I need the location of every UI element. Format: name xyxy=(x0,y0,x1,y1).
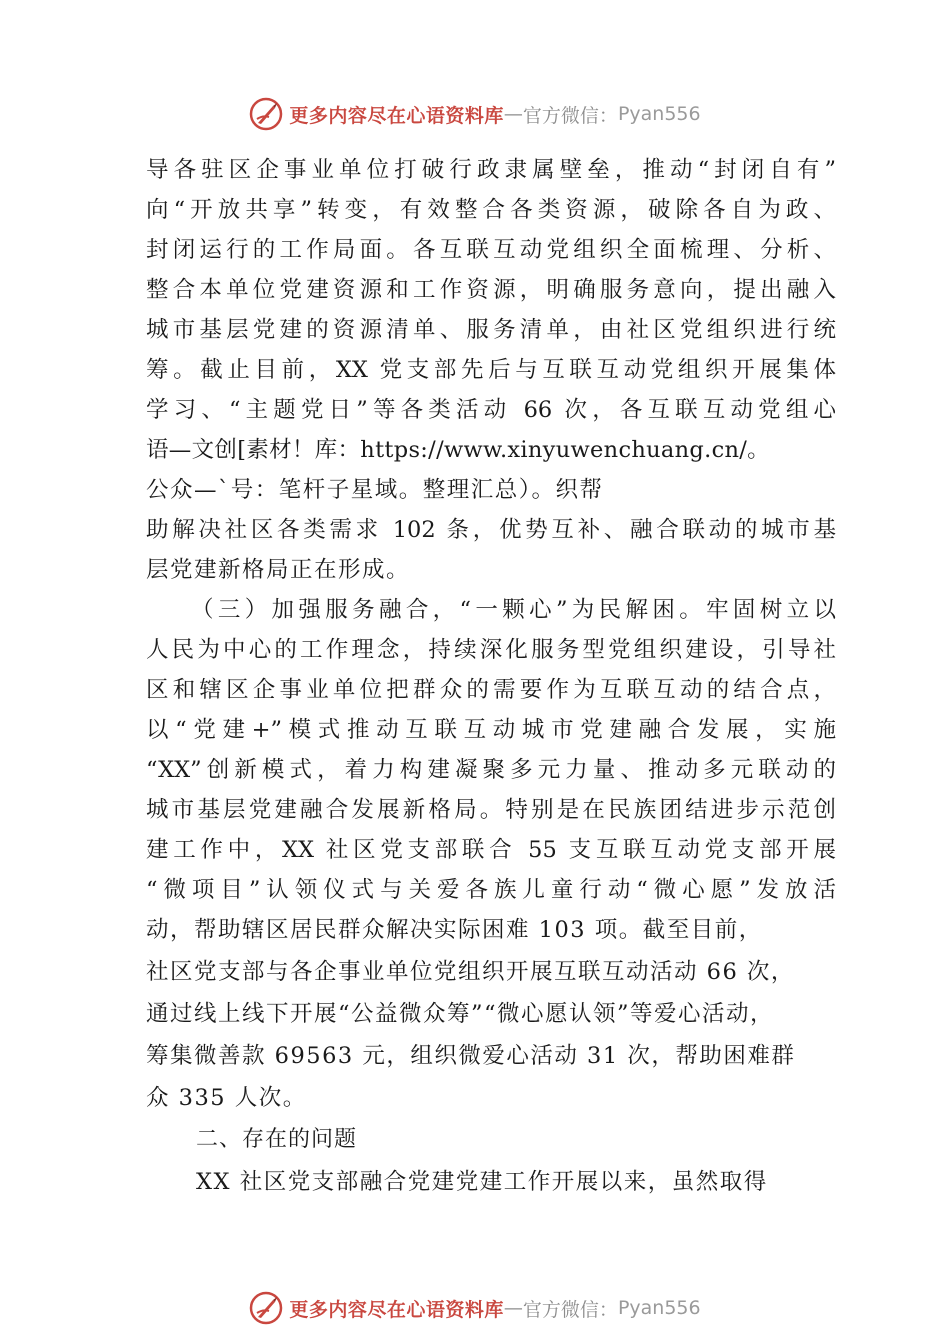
text-line: 学习、“主题党日”等各类活动 66 次，各互联互动党组心 xyxy=(146,397,836,423)
text-line: 语—文创[素材！库：https://www.xinyuwenchuang.cn/。 xyxy=(146,437,770,463)
text-line: “微项目”认领仪式与关爱各族儿童行动“微心愿”发放活 xyxy=(146,877,836,903)
watermark-title: 更多内容尽在心语资料库 xyxy=(289,1298,504,1321)
text-line: 封闭运行的工作局面。各互联互动党组织全面梳理、分析、 xyxy=(146,237,836,263)
document-body xyxy=(146,150,836,1202)
text-line: 助解决社区各类需求 102 条，优势互补、融合联动的城市基 xyxy=(146,517,836,543)
text-line: 人民为中心的工作理念，持续深化服务型党组织建设，引导社 xyxy=(146,637,836,663)
quill-pen-logo-icon xyxy=(249,1291,283,1325)
text-line: 整合本单位党建资源和工作资源，明确服务意向，提出融入 xyxy=(146,277,836,303)
watermark-wechat-label: 官方微信： xyxy=(522,104,618,127)
text-line: 筹集微善款 69563 元，组织微爱心活动 31 次，帮助困难群 xyxy=(146,1043,796,1069)
text-line: 动，帮助辖区居民群众解决实际困难 103 项。截至目前， xyxy=(146,917,763,943)
watermark-wechat-id: Pyan556 xyxy=(617,1297,701,1319)
watermark-wechat-label: 官方微信： xyxy=(522,1298,618,1321)
watermark-footer xyxy=(0,1288,950,1328)
text-line: 导各驻区企事业单位打破行政隶属壁垒，推动“封闭自有” xyxy=(146,157,836,183)
text-line: 向“开放共享”转变，有效整合各类资源，破除各自为政、 xyxy=(146,197,836,223)
watermark-dash: — xyxy=(503,1297,523,1319)
text-line: 层党建新格局正在形成。 xyxy=(146,557,411,583)
text-line: 通过线上线下开展“公益微众筹”“微心愿认领”等爱心活动， xyxy=(146,1001,775,1027)
watermark-wechat-id: Pyan556 xyxy=(617,103,701,125)
section-heading: 二、存在的问题 xyxy=(196,1127,358,1152)
text-line: 区和辖区企事业单位把群众的需要作为互联互动的结合点， xyxy=(146,677,836,703)
text-line: 社区党支部与各企事业单位党组织开展互联互动活动 66 次， xyxy=(146,959,795,985)
text-line: 公众—`号：笔杆子星域。整理汇总）。织帮 xyxy=(146,477,604,503)
text-line: 众 335 人次。 xyxy=(146,1085,307,1111)
text-line: 建工作中，XX 社区党支部联合 55 支互联互动党支部开展 xyxy=(146,837,836,863)
text-line: 城市基层党建融合发展新格局。特别是在民族团结进步示范创 xyxy=(146,797,836,823)
text-line: “XX”创新模式，着力构建凝聚多元力量、推动多元联动的 xyxy=(146,757,836,783)
text-line: 筹。截止目前，XX 党支部先后与互联互动党组织开展集体 xyxy=(146,357,836,383)
watermark-header xyxy=(0,94,950,134)
text-line: 以“党建+”模式推动互联互动城市党建融合发展，实施 xyxy=(146,717,836,743)
watermark-dash: — xyxy=(503,103,523,125)
quill-pen-logo-icon xyxy=(249,97,283,131)
text-line: XX 社区党支部融合党建党建工作开展以来，虽然取得 xyxy=(196,1169,768,1195)
watermark-title: 更多内容尽在心语资料库 xyxy=(289,104,504,127)
paragraph-heading-line: （三）加强服务融合，“一颗心”为民解困。牢固树立以 xyxy=(191,597,836,623)
text-line: 城市基层党建的资源清单、服务清单，由社区党组织进行统 xyxy=(146,317,836,343)
